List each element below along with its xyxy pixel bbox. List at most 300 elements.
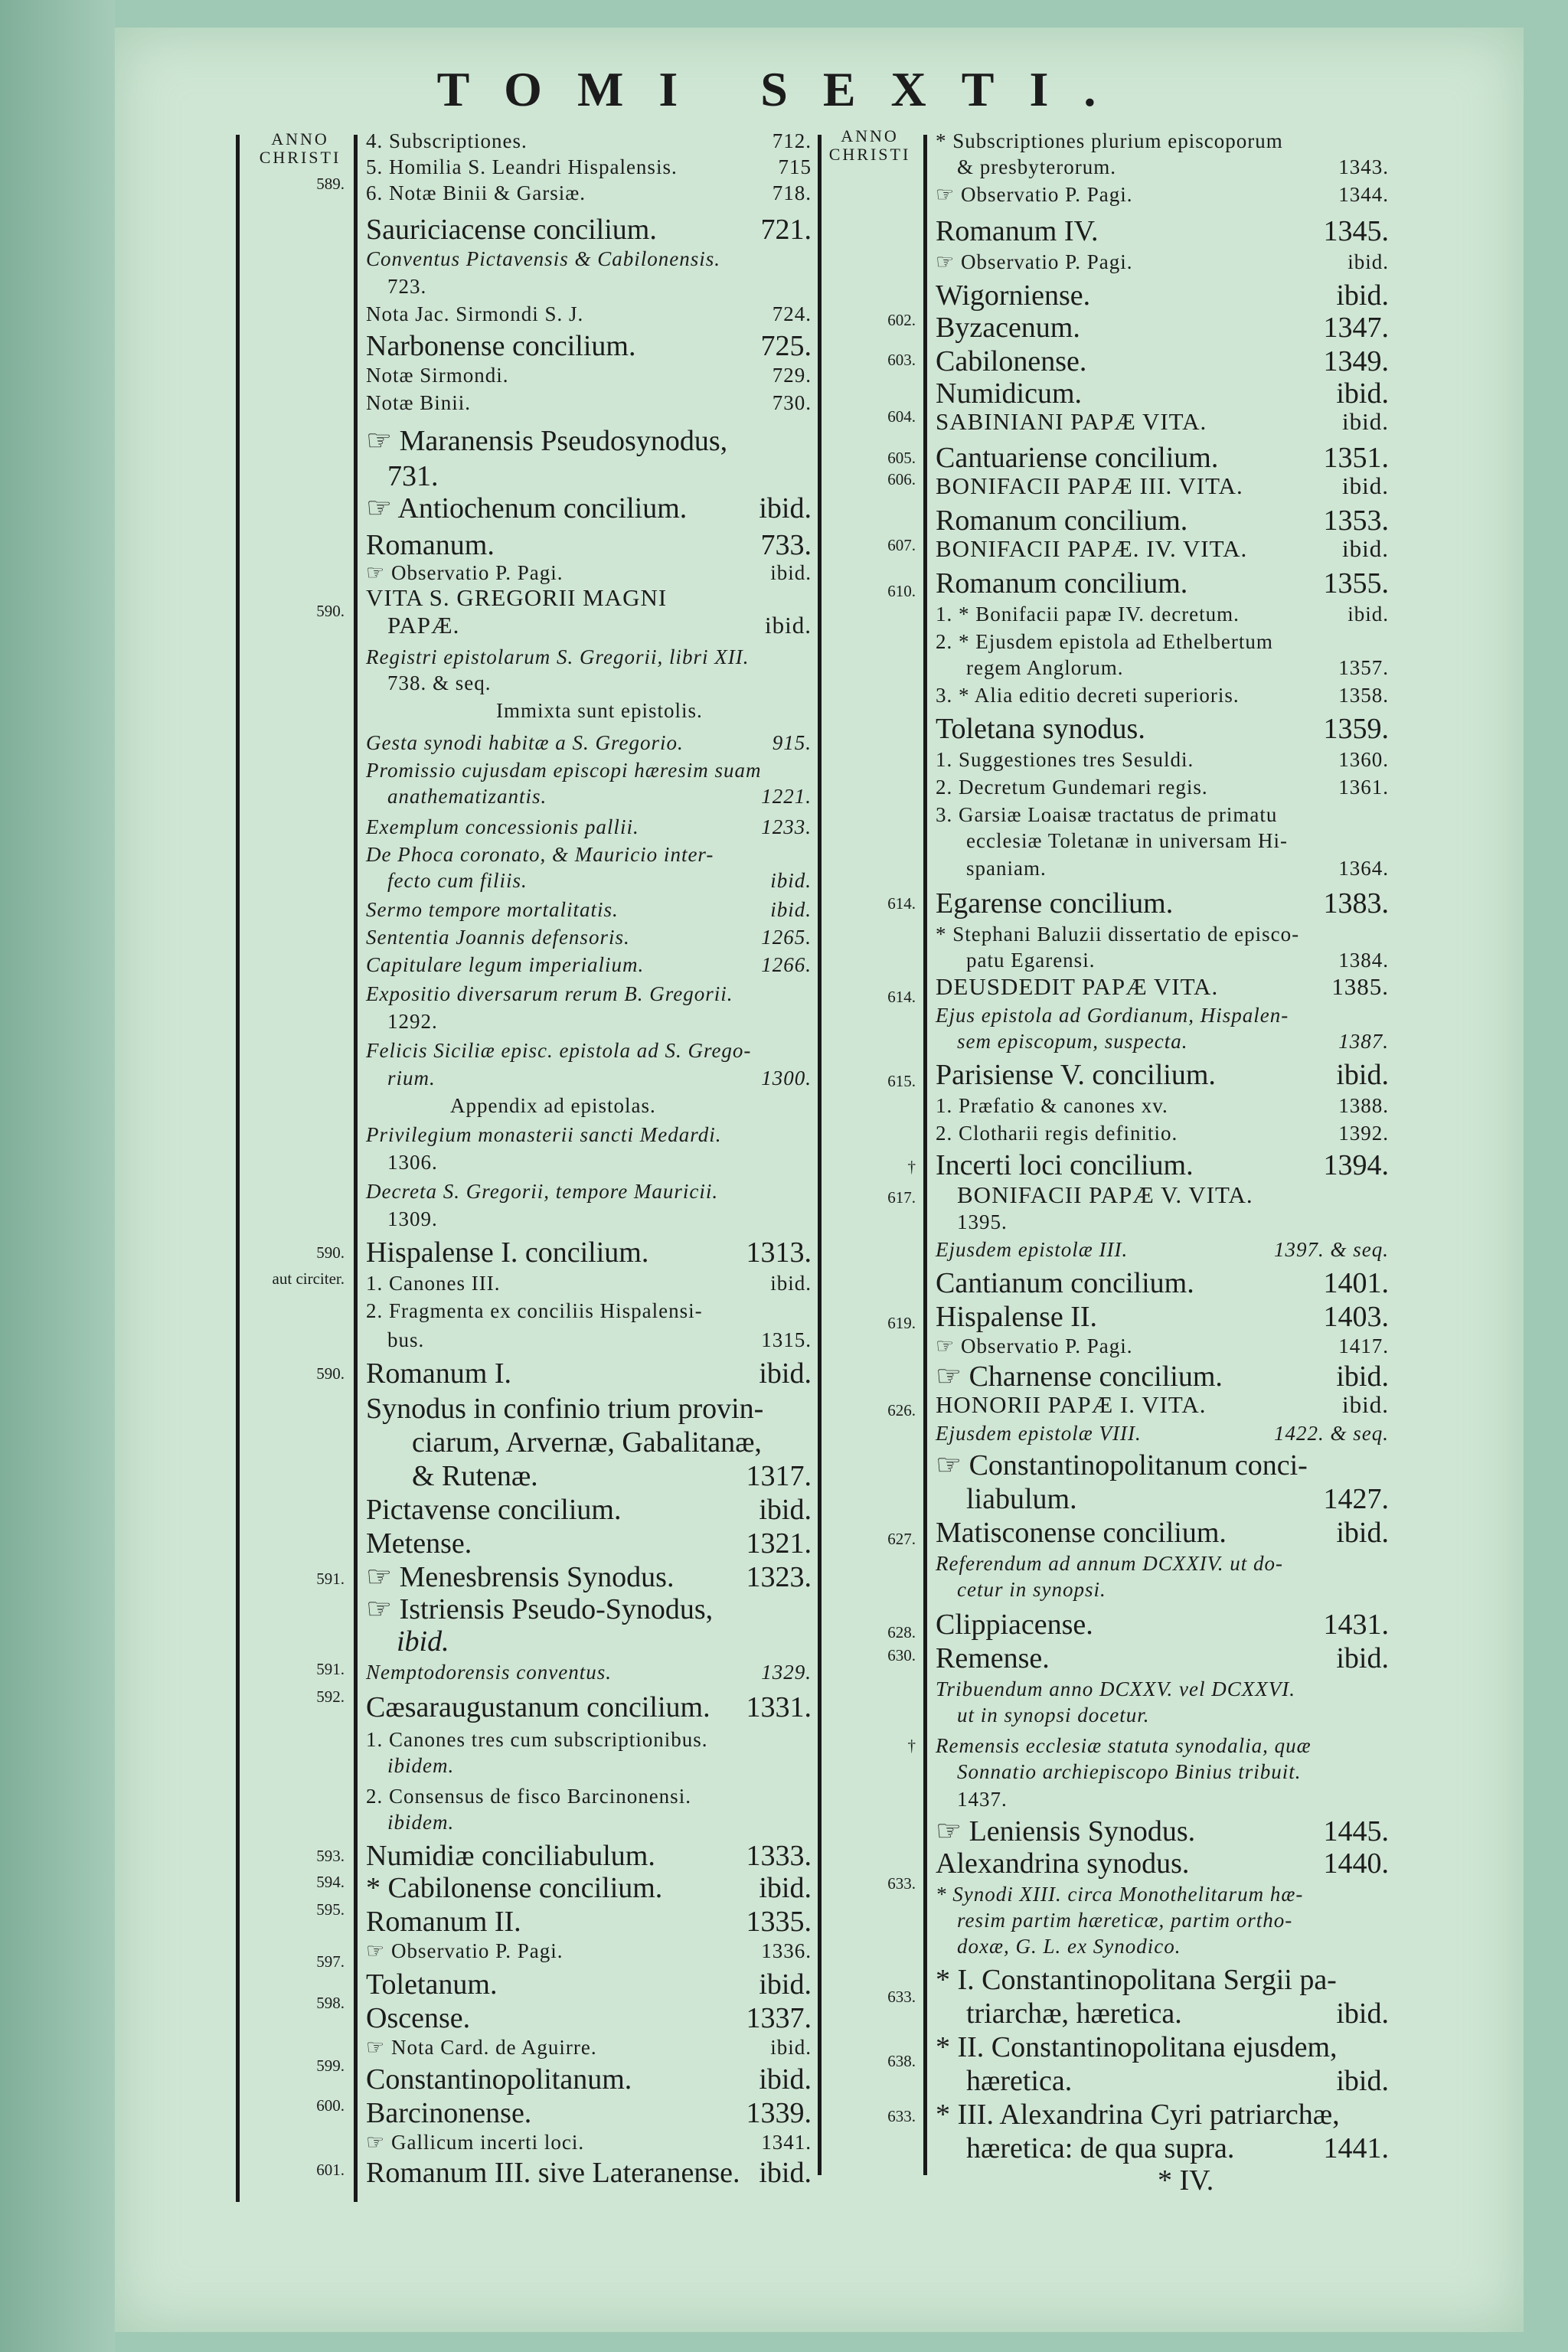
- right-entry-title: ☞ Observatio P. Pagi.: [936, 1334, 1133, 1357]
- right-year: †: [907, 1736, 916, 1755]
- right-entry-page: 1361.: [1338, 776, 1389, 799]
- left-entry-page: 1329.: [761, 1661, 812, 1684]
- left-entry-page: 1265.: [761, 926, 812, 949]
- left-entry-page: 1337.: [746, 2002, 812, 2034]
- right-entry: [936, 443, 1389, 473]
- right-entry: [936, 1677, 1389, 1701]
- right-entry-page: 1417.: [1338, 1334, 1389, 1357]
- left-entry-title: Registri epistolarum S. Gregorii, libri XII.: [366, 645, 750, 668]
- left-entry-title: ciarum, Arvernæ, Gabalitanæ,: [412, 1426, 762, 1459]
- left-year: 590.: [316, 602, 345, 620]
- left-entry-page: 730.: [772, 391, 812, 414]
- left-entry: [366, 2064, 812, 2095]
- left-entry-page: ibid.: [759, 492, 812, 524]
- right-entry-title: Toletana synodus.: [936, 713, 1145, 745]
- left-entry: [387, 1150, 812, 1174]
- left-entry-title: Gesta synodi habitæ a S. Gregorio.: [366, 731, 684, 754]
- right-year: 626.: [887, 1401, 916, 1419]
- left-column-head-line1: ANNO: [271, 129, 329, 149]
- left-entry-page: ibid.: [770, 898, 812, 921]
- left-entry-title: Notæ Binii.: [366, 391, 472, 414]
- right-entry-title: doxæ, G. L. ex Synodico.: [957, 1935, 1181, 1958]
- right-year: 633.: [887, 2107, 916, 2125]
- right-entry-title: regem Anglorum.: [966, 656, 1124, 679]
- right-entry-title: hæretica.: [966, 2065, 1073, 2097]
- right-year: 633.: [887, 1988, 916, 2006]
- left-entry-title: Narbonense concilium.: [366, 330, 636, 362]
- left-entry: [366, 247, 812, 271]
- left-entry-title: Notæ Sirmondi.: [366, 364, 509, 387]
- right-entry: [966, 828, 1389, 853]
- right-entry: [936, 922, 1389, 946]
- left-entry: [366, 363, 812, 387]
- right-entry-page: ibid.: [1336, 377, 1389, 410]
- left-entry-title: bus.: [387, 1328, 425, 1351]
- left-entry: [366, 1528, 812, 1559]
- right-entry-title: Incerti loci concilium.: [936, 1149, 1194, 1181]
- right-entry: [936, 1121, 1389, 1145]
- left-year: 594.: [316, 1873, 345, 1891]
- right-entry: [936, 974, 1389, 1000]
- left-entry-title: 738. & seq.: [387, 671, 492, 694]
- left-entry-title: Expositio diversarum rerum B. Gregorii.: [366, 982, 733, 1005]
- left-entry-title: 2. Consensus de fisco Barcinonensi.: [366, 1785, 691, 1808]
- right-entry-title: 1. Præfatio & canones xv.: [936, 1094, 1168, 1117]
- right-year: 633.: [887, 1874, 916, 1893]
- right-entry: [936, 1093, 1389, 1118]
- right-entry-title: Referendum ad annum DCXXIV. ut do-: [936, 1552, 1283, 1575]
- left-entry: [366, 2158, 812, 2188]
- right-entry-title: 2. * Ejusdem epistola ad Ethelbertum: [936, 630, 1273, 653]
- left-entry: [412, 1461, 812, 1491]
- right-entry: [936, 602, 1389, 626]
- right-entry: [936, 1302, 1389, 1332]
- left-entry-page: 725.: [760, 330, 812, 362]
- right-entry: [936, 1361, 1389, 1392]
- right-entry-title: 3. * Alia editio decreti superioris.: [936, 684, 1240, 707]
- left-entry: [366, 1494, 812, 1525]
- right-entry: [936, 312, 1389, 343]
- left-entry: [366, 815, 812, 839]
- left-entry-page: 1300.: [761, 1067, 812, 1089]
- left-entry: [450, 1093, 812, 1118]
- left-entry-title: Sermo tempore mortalitatis.: [366, 898, 619, 921]
- right-entry-title: ☞ Charnense concilium.: [936, 1361, 1223, 1393]
- left-entry-title: * Cabilonense concilium.: [366, 1872, 663, 1904]
- right-entry-page: 1445.: [1323, 1815, 1389, 1847]
- right-entry-title: Ejusdem epistolæ VIII.: [936, 1422, 1142, 1445]
- left-entry-title: Romanum III. sive Lateranense.: [366, 2157, 740, 2189]
- left-entry: [366, 2035, 812, 2060]
- left-entry-title: PAPÆ.: [387, 612, 460, 639]
- left-entry-title: fecto cum filiis.: [387, 869, 528, 892]
- right-entry-title: Clippiacense.: [936, 1609, 1093, 1641]
- left-entry-title: 6. Notæ Binii & Garsiæ.: [366, 181, 586, 204]
- left-entry: [366, 758, 812, 782]
- right-year: 605.: [887, 449, 916, 467]
- left-entry: [366, 2003, 812, 2034]
- right-entry-title: * Subscriptiones plurium episcoporum: [936, 129, 1283, 152]
- right-entry: [957, 1210, 1389, 1234]
- left-entry: [366, 897, 812, 922]
- left-entry-page: ibid.: [770, 2036, 812, 2059]
- right-entry: [936, 1848, 1389, 1879]
- left-entry-title: Pictavense concilium.: [366, 1494, 622, 1526]
- left-entry-page: 1341.: [761, 2131, 812, 2154]
- left-entry: [366, 181, 812, 205]
- left-year: 591.: [316, 1570, 345, 1588]
- right-entry-page: 1351.: [1323, 442, 1389, 474]
- right-entry: [936, 536, 1389, 562]
- right-year: 610.: [887, 582, 916, 600]
- right-entry-title: BONIFACII PAPÆ. IV. VITA.: [936, 535, 1248, 562]
- left-entry-page: 721.: [760, 214, 812, 246]
- left-entry: [366, 331, 812, 361]
- right-entry-page: 1394.: [1323, 1149, 1389, 1181]
- left-entry: [366, 1237, 812, 1268]
- right-entry: [936, 505, 1389, 536]
- left-entry: [387, 1207, 812, 1231]
- right-entry-title: patu Egarensi.: [966, 949, 1096, 972]
- right-entry-title: hæretica: de qua supra.: [966, 2132, 1235, 2164]
- right-entry: [936, 2032, 1389, 2063]
- left-entry-page: 712.: [772, 129, 812, 152]
- left-entry-title: & Rutenæ.: [412, 1460, 538, 1492]
- left-entry-page: 1266.: [761, 953, 812, 976]
- left-entry-page: 729.: [772, 364, 812, 387]
- left-entry: [366, 2098, 812, 2128]
- right-entry: [936, 1421, 1389, 1446]
- right-entry-title: Remensis ecclesiæ statuta synodalia, quæ: [936, 1734, 1312, 1757]
- right-entry-title: Byzacenum.: [936, 312, 1080, 344]
- left-entry: [366, 1358, 812, 1389]
- right-entry-page: 1359.: [1323, 713, 1389, 745]
- right-entry-page: ibid.: [1336, 2065, 1389, 2097]
- left-entry-title: ibidem.: [387, 1811, 455, 1834]
- right-entry-page: 1349.: [1323, 345, 1389, 377]
- right-year: †: [907, 1158, 916, 1176]
- left-year-rule: [354, 135, 358, 2202]
- left-entry: [387, 612, 812, 639]
- left-entry-page: 1323.: [746, 1561, 812, 1593]
- left-entry: [366, 1298, 812, 1323]
- left-entry-title: Toletanum.: [366, 1968, 498, 2001]
- right-entry: [936, 1733, 1389, 1758]
- left-entry-title: Immixta sunt epistolis.: [496, 699, 703, 722]
- left-entry-page: 1331.: [746, 1691, 812, 1723]
- right-year: 617.: [887, 1188, 916, 1207]
- right-entry: [936, 1816, 1389, 1847]
- right-entry-title: Parisiense V. concilium.: [936, 1059, 1216, 1091]
- left-entry-title: Privilegium monasterii sancti Medardi.: [366, 1123, 722, 1146]
- right-entry-title: Romanum IV.: [936, 215, 1099, 247]
- right-entry: [936, 802, 1389, 827]
- left-entry: [366, 530, 812, 560]
- left-entry-title: Promissio cujusdam episcopi hæresim suam: [366, 759, 762, 782]
- left-entry-title: anathematizantis.: [387, 785, 547, 808]
- left-entry: [366, 952, 812, 977]
- left-entry-title: Decreta S. Gregorii, tempore Mauricii.: [366, 1180, 719, 1203]
- right-entry: [936, 1450, 1389, 1481]
- right-year-rule: [923, 135, 927, 2175]
- left-entry-title: 1. Canones III.: [366, 1272, 501, 1295]
- left-entry: [366, 645, 812, 669]
- left-entry-title: Barcinonense.: [366, 2097, 532, 2129]
- right-entry: [936, 1237, 1389, 1262]
- left-entry-title: Cæsaraugustanum concilium.: [366, 1691, 710, 1723]
- right-entry-title: Romanum concilium.: [936, 505, 1188, 537]
- right-entry-page: ibid.: [1336, 1517, 1389, 1549]
- left-entry-page: 1339.: [746, 2097, 812, 2129]
- right-entry: [957, 1759, 1389, 1784]
- left-year: 589.: [316, 175, 345, 193]
- left-entry: [366, 1179, 812, 1204]
- left-year: 601.: [316, 2161, 345, 2179]
- left-entry-title: 5. Homilia S. Leandri Hispalensis.: [366, 155, 678, 178]
- left-entry: [387, 1328, 812, 1352]
- right-entry-page: 1383.: [1323, 887, 1389, 920]
- right-entry-title: * Synodi XIII. circa Monothelitarum hæ-: [936, 1883, 1304, 1906]
- right-year: 627.: [887, 1530, 916, 1548]
- left-entry: [387, 274, 812, 299]
- left-entry-title: Synodus in confinio trium provin-: [366, 1393, 764, 1425]
- left-entry-title: ☞ Menesbrensis Synodus.: [366, 1561, 675, 1593]
- left-entry: [366, 982, 812, 1006]
- right-entry-title: HONORII PAPÆ I. VITA.: [936, 1391, 1207, 1418]
- left-entry: [366, 1906, 812, 1937]
- right-year: 614.: [887, 988, 916, 1006]
- left-entry-page: 1333.: [746, 1840, 812, 1872]
- left-entry-title: ☞ Observatio P. Pagi.: [366, 1939, 564, 1962]
- right-entry-page: 1431.: [1323, 1609, 1389, 1641]
- right-entry-title: Matisconense concilium.: [936, 1517, 1227, 1549]
- left-entry-page: ibid.: [759, 1872, 812, 1904]
- right-entry: [936, 1643, 1389, 1674]
- right-entry-page: 1397. & seq.: [1274, 1238, 1389, 1261]
- right-entry: [936, 1003, 1389, 1027]
- left-entry-page: 915.: [772, 731, 812, 754]
- right-entry-title: Cantuariense concilium.: [936, 442, 1219, 474]
- left-margin-rule: [236, 135, 240, 2202]
- right-entry: [966, 1998, 1389, 2029]
- left-entry-title: Exemplum concessionis pallii.: [366, 815, 639, 838]
- right-entry: [936, 346, 1389, 377]
- right-entry-page: 1387.: [1338, 1030, 1389, 1053]
- right-entry-page: ibid.: [1336, 1059, 1389, 1091]
- right-entry-title: SABINIANI PAPÆ VITA.: [936, 408, 1207, 435]
- left-entry: [366, 1271, 812, 1295]
- right-entry-title: * II. Constantinopolitana ejusdem,: [936, 2031, 1338, 2063]
- right-entry: [1158, 2165, 1389, 2196]
- right-entry-page: 1403.: [1323, 1301, 1389, 1333]
- right-entry-page: 1344.: [1338, 183, 1389, 206]
- right-entry-page: 1401.: [1323, 1267, 1389, 1299]
- right-entry-page: ibid.: [1336, 1998, 1389, 2030]
- left-entry-title: 1309.: [387, 1207, 438, 1230]
- left-entry-page: 718.: [772, 181, 812, 204]
- left-entry-page: ibid.: [759, 2157, 812, 2189]
- right-entry-page: 1388.: [1338, 1094, 1389, 1117]
- right-entry-title: Ejus epistola ad Gordianum, Hispalen-: [936, 1004, 1289, 1027]
- right-entry-title: Remense.: [936, 1642, 1050, 1674]
- right-entry-page: 1392.: [1338, 1122, 1389, 1145]
- left-entry-page: 733.: [760, 529, 812, 561]
- right-entry: [957, 1029, 1389, 1054]
- right-year: 604.: [887, 407, 916, 426]
- right-entry: [966, 2133, 1389, 2164]
- left-entry-title: 2. Fragmenta ex conciliis Hispalensi-: [366, 1299, 703, 1322]
- right-entry-title: 3. Garsiæ Loaisæ tractatus de primatu: [936, 803, 1278, 826]
- right-entry-page: 1440.: [1323, 1847, 1389, 1880]
- left-entry: [366, 1122, 812, 1147]
- left-entry-page: ibid.: [759, 1968, 812, 2001]
- left-entry-title: Metense.: [366, 1527, 472, 1560]
- right-entry-page: ibid.: [1348, 603, 1389, 626]
- right-entry: [966, 856, 1389, 880]
- right-entry: [936, 629, 1389, 654]
- left-entry-title: rium.: [387, 1067, 436, 1089]
- left-entry-title: 731.: [387, 460, 439, 492]
- right-entry-title: ☞ Constantinopolitanum conci-: [936, 1449, 1308, 1481]
- right-entry-page: 1357.: [1338, 656, 1389, 679]
- left-column-head: [247, 130, 354, 167]
- right-entry-title: resim partim hæreticæ, partim ortho-: [957, 1909, 1293, 1932]
- right-entry-page: ibid.: [1342, 408, 1389, 435]
- left-entry: [366, 730, 812, 755]
- right-entry-page: 1343.: [1338, 155, 1389, 178]
- right-entry: [957, 1934, 1389, 1958]
- left-entry: [387, 1066, 812, 1090]
- right-entry-title: Alexandrina synodus.: [936, 1847, 1190, 1880]
- right-entry: [936, 473, 1389, 499]
- left-entry-title: Nota Jac. Sirmondi S. J.: [366, 302, 584, 325]
- left-entry: [366, 1939, 812, 1963]
- left-entry-page: 1315.: [761, 1328, 812, 1351]
- right-entry-title: Egarense concilium.: [936, 887, 1174, 920]
- right-entry-title: Numidicum.: [936, 377, 1083, 410]
- left-entry: [366, 842, 812, 867]
- right-entry: [936, 280, 1389, 311]
- right-entry-page: ibid.: [1336, 279, 1389, 312]
- left-entry-page: ibid.: [759, 2063, 812, 2096]
- right-entry-title: * I. Constantinopolitana Sergii pa-: [936, 1964, 1337, 1996]
- left-year: 600.: [316, 2096, 345, 2115]
- right-year: 602.: [887, 311, 916, 329]
- right-entry: [966, 655, 1389, 680]
- page-gutter-shadow: [0, 0, 115, 2352]
- left-entry: [366, 560, 812, 585]
- left-entry-page: ibid.: [770, 869, 812, 892]
- right-entry: [936, 1392, 1389, 1418]
- left-entry-title: Conventus Pictavensis & Cabilonensis.: [366, 247, 720, 270]
- right-entry-page: 1441.: [1323, 2132, 1389, 2164]
- left-entry: [366, 1660, 812, 1684]
- left-entry: [397, 1626, 812, 1657]
- right-entry-page: ibid.: [1336, 1361, 1389, 1393]
- right-entry: [936, 1150, 1389, 1181]
- right-entry: [936, 1060, 1389, 1090]
- left-entry: [366, 390, 812, 415]
- right-entry: [936, 568, 1389, 599]
- right-entry-title: ut in synopsi docetur.: [957, 1704, 1150, 1726]
- left-entry: [387, 461, 812, 492]
- right-entry-title: ecclesiæ Toletanæ in universam Hi-: [966, 829, 1289, 852]
- right-entry: [957, 1182, 1389, 1208]
- left-year: 590.: [316, 1243, 345, 1262]
- left-entry-title: ☞ Observatio P. Pagi.: [366, 561, 564, 584]
- right-entry: [957, 1908, 1389, 1932]
- right-year: 614.: [887, 894, 916, 913]
- left-year: 595.: [316, 1900, 345, 1919]
- right-entry-title: 1437.: [957, 1788, 1008, 1811]
- right-entry-title: Wigorniense.: [936, 279, 1091, 312]
- right-column-head-line1: ANNO: [841, 126, 899, 145]
- right-year: 615.: [887, 1072, 916, 1090]
- left-entry-title: Hispalense I. concilium.: [366, 1236, 649, 1269]
- left-entry: [366, 925, 812, 949]
- left-entry-title: ☞ Maranensis Pseudosynodus,: [366, 425, 728, 457]
- right-year: 638.: [887, 2052, 916, 2070]
- left-entry-title: 723.: [387, 275, 427, 298]
- right-entry: [936, 216, 1389, 247]
- left-entry-page: ibid.: [759, 1357, 812, 1390]
- left-entry: [366, 129, 812, 153]
- left-entry: [366, 2130, 812, 2154]
- left-entry-title: Romanum.: [366, 529, 495, 561]
- right-entry-page: 1427.: [1323, 1483, 1389, 1515]
- right-entry: [966, 1484, 1389, 1514]
- right-entry-page: 1353.: [1323, 505, 1389, 537]
- right-entry-title: Cabilonense.: [936, 345, 1087, 377]
- right-entry-title: ☞ Observatio P. Pagi.: [936, 183, 1133, 206]
- right-entry-page: ibid.: [1342, 1391, 1389, 1418]
- left-entry: [387, 1009, 812, 1034]
- right-entry: [936, 2099, 1389, 2130]
- left-entry-title: ibidem.: [387, 1754, 455, 1777]
- right-entry-title: 1. * Bonifacii papæ IV. decretum.: [936, 603, 1240, 626]
- left-entry-title: ☞ Antiochenum concilium.: [366, 492, 688, 524]
- left-year: 599.: [316, 2056, 345, 2075]
- left-entry: [366, 1692, 812, 1723]
- left-entry-page: ibid.: [770, 1272, 812, 1295]
- right-entry-page: ibid.: [1336, 1642, 1389, 1674]
- right-entry-title: 1. Suggestiones tres Sesuldi.: [936, 748, 1194, 771]
- right-entry: [936, 1517, 1389, 1548]
- left-entry: [387, 868, 812, 893]
- right-entry: [936, 409, 1389, 435]
- right-entry-title: sem episcopum, suspecta.: [957, 1030, 1188, 1053]
- left-entry-page: 1221.: [761, 785, 812, 808]
- left-entry-title: Appendix ad epistolas.: [450, 1094, 656, 1117]
- right-entry: [966, 2066, 1389, 2096]
- right-entry-title: ☞ Observatio P. Pagi.: [936, 250, 1133, 273]
- left-entry: [366, 1873, 812, 1903]
- left-entry: [366, 1038, 812, 1063]
- right-entry-page: 1358.: [1338, 684, 1389, 707]
- right-entry-page: ibid.: [1348, 250, 1389, 273]
- left-entry-page: ibid.: [759, 1494, 812, 1526]
- left-year: 598.: [316, 1994, 345, 2012]
- left-entry: [387, 1810, 812, 1834]
- left-entry-title: Nemptodorensis conventus.: [366, 1661, 612, 1684]
- left-entry: [366, 493, 812, 524]
- right-column-head: [816, 127, 923, 164]
- left-year: 590.: [316, 1364, 345, 1383]
- right-entry-page: 1345.: [1323, 215, 1389, 247]
- left-entry-title: 1306.: [387, 1151, 438, 1174]
- left-entry-title: Romanum II.: [366, 1906, 521, 1938]
- right-entry-title: DEUSDEDIT PAPÆ VITA.: [936, 973, 1219, 1000]
